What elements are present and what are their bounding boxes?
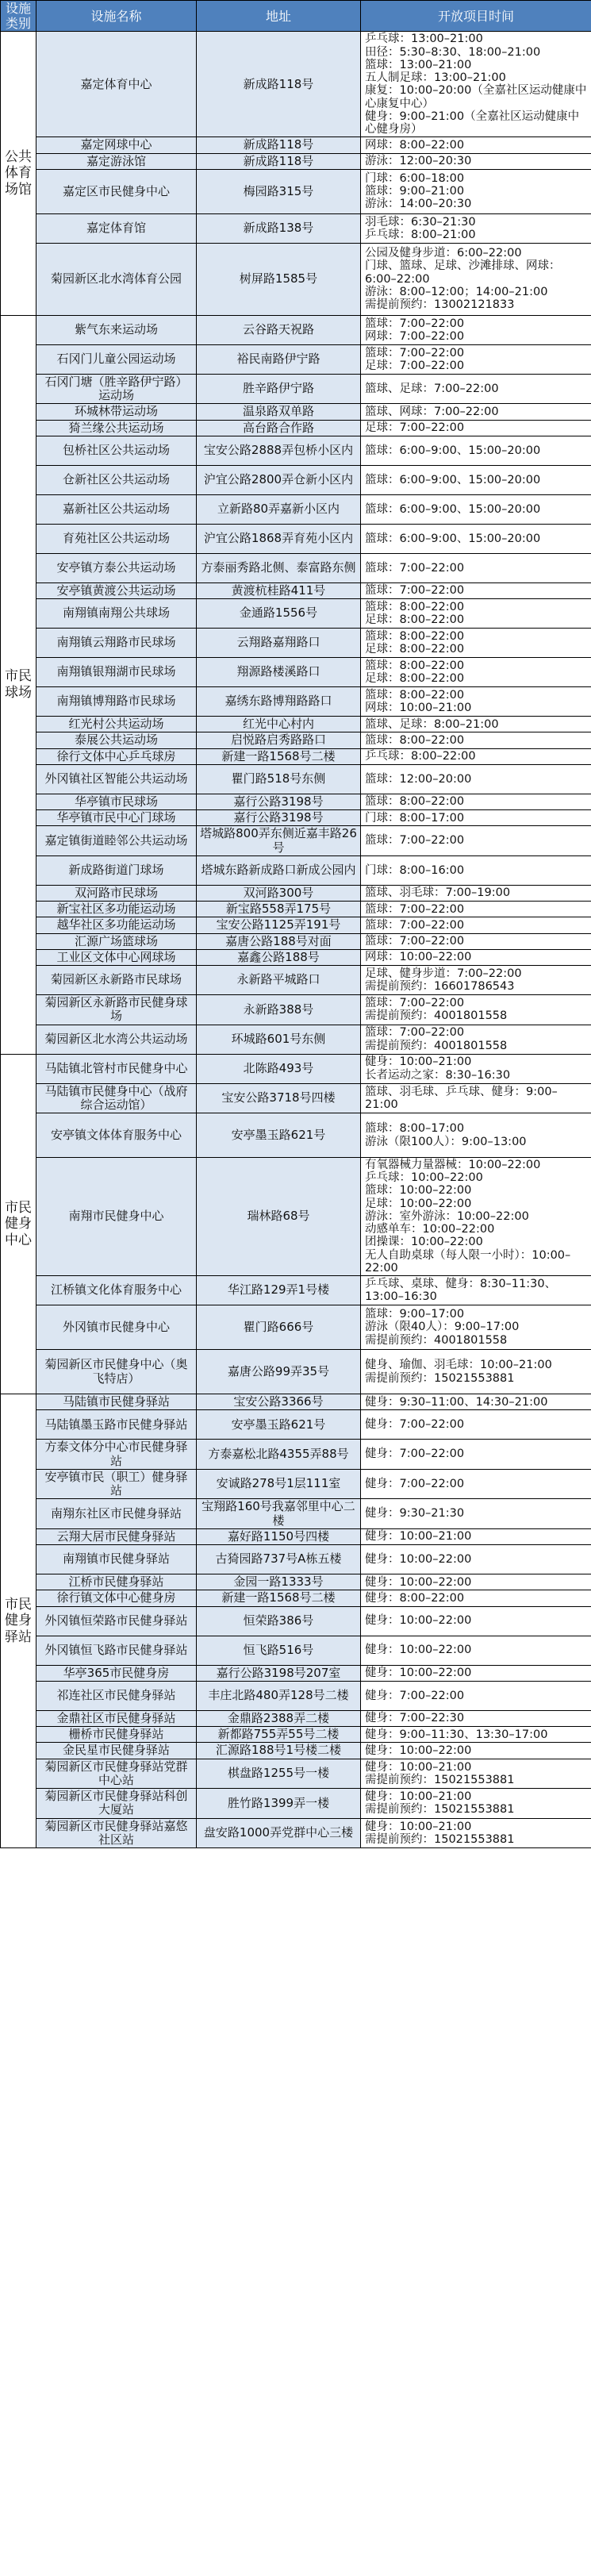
opening-hours: 游泳：12:00–20:30 xyxy=(361,153,591,169)
table-row xyxy=(1,1113,591,1158)
opening-hours: 健身：9:00–11:30、13:30–17:00 xyxy=(361,1727,591,1743)
facility-name: 安亭镇文体体育服务中心 xyxy=(36,1113,197,1158)
table-row xyxy=(1,764,591,794)
opening-hours: 健身：10:00–22:00 xyxy=(361,1606,591,1636)
facility-address: 宝安公路3366号 xyxy=(197,1394,361,1410)
opening-hours: 篮球：12:00–20:00 xyxy=(361,764,591,794)
opening-hours: 健身：10:00–21:00 xyxy=(361,1528,591,1544)
facility-address: 永新路平城路口 xyxy=(197,966,361,995)
table-row xyxy=(1,1528,591,1544)
opening-hours: 篮球：8:00–22:00 xyxy=(361,732,591,748)
facility-address: 新都路755弄55号二楼 xyxy=(197,1727,361,1743)
table-row xyxy=(1,717,591,732)
facility-address: 环城路601号东侧 xyxy=(197,1025,361,1054)
facility-name: 嘉定游泳馆 xyxy=(36,153,197,169)
facility-address: 新成路118号 xyxy=(197,32,361,137)
facility-address: 树屏路1585号 xyxy=(197,243,361,315)
facility-address: 嘉唐公路99弄35号 xyxy=(197,1350,361,1394)
table-row xyxy=(1,885,591,901)
facility-address: 盘安路1000弄党群中心三楼 xyxy=(197,1818,361,1848)
facility-address: 梅园路315号 xyxy=(197,169,361,213)
facility-address: 金鼎路2388弄二楼 xyxy=(197,1710,361,1726)
facility-name: 菊园新区市民健身驿站党群中心站 xyxy=(36,1759,197,1789)
table-row xyxy=(1,243,591,315)
opening-hours: 篮球：7:00–22:00 xyxy=(361,553,591,582)
facility-address: 永新路388号 xyxy=(197,995,361,1025)
header-row xyxy=(1,1,591,32)
table-row xyxy=(1,137,591,153)
facility-address: 双河路300号 xyxy=(197,885,361,901)
facility-address: 沪宜公路1868弄育苑小区内 xyxy=(197,524,361,553)
opening-hours: 门球：6:00–18:00 篮球：9:00–21:00 游泳：14:00–20:30 xyxy=(361,169,591,213)
opening-hours: 健身：8:00–22:00 xyxy=(361,1590,591,1606)
facility-name: 江桥镇文化体育服务中心 xyxy=(36,1276,197,1305)
facility-name: 嘉定网球中心 xyxy=(36,137,197,153)
facility-address: 嘉好路1150号四楼 xyxy=(197,1528,361,1544)
facility-address: 启悦路启秀路路口 xyxy=(197,732,361,748)
facility-name: 徐行文体中心乒乓球房 xyxy=(36,748,197,764)
table-row xyxy=(1,1606,591,1636)
facility-address: 丰庄北路480弄128号二楼 xyxy=(197,1681,361,1710)
opening-hours: 健身：10:00–21:00 需提前预约：15021553881 xyxy=(361,1818,591,1848)
facility-name: 嘉定区市民健身中心 xyxy=(36,169,197,213)
table-row xyxy=(1,1305,591,1350)
opening-hours: 健身：10:00–22:00 xyxy=(361,1743,591,1759)
facility-name: 马陆镇市民健身中心（战府综合运动馆） xyxy=(36,1083,197,1113)
table-row xyxy=(1,1440,591,1470)
opening-hours: 健身：7:00–22:30 xyxy=(361,1710,591,1726)
facility-name: 南翔镇云翔路市民球场 xyxy=(36,629,197,658)
facility-name: 菊园新区永新路市民健身球场 xyxy=(36,995,197,1025)
opening-hours: 篮球：6:00–9:00、15:00–20:00 xyxy=(361,465,591,494)
facility-address: 宝安公路3718号四楼 xyxy=(197,1083,361,1113)
table-row xyxy=(1,1276,591,1305)
table-row xyxy=(1,494,591,524)
facility-name: 方泰文体分中心市民健身驿站 xyxy=(36,1440,197,1470)
table-row xyxy=(1,794,591,809)
table-row xyxy=(1,599,591,629)
facility-address: 金通路1556号 xyxy=(197,599,361,629)
opening-hours: 健身：10:00–21:00 需提前预约：15021553881 xyxy=(361,1759,591,1789)
facility-address: 新成路118号 xyxy=(197,137,361,153)
facility-name: 安亭镇方泰公共运动场 xyxy=(36,553,197,582)
facility-name: 外冈镇恒荣路市民健身驿站 xyxy=(36,1606,197,1636)
category-cell: 市民健身中心 xyxy=(1,1054,36,1394)
opening-hours: 乒乓球、桌球、健身：8:30–11:30、13:00–16:30 xyxy=(361,1276,591,1305)
facility-address: 安诚路278号1层111室 xyxy=(197,1469,361,1499)
table-row xyxy=(1,1469,591,1499)
table-row xyxy=(1,1727,591,1743)
table-row xyxy=(1,1350,591,1394)
header-category: 设施类别 xyxy=(1,1,36,32)
facility-address: 古猗园路737号A栋五楼 xyxy=(197,1545,361,1574)
table-row xyxy=(1,1590,591,1606)
facility-name: 安亭镇市民（职工）健身驿站 xyxy=(36,1469,197,1499)
table-row xyxy=(1,1759,591,1789)
facility-name: 外冈镇恒飞路市民健身驿站 xyxy=(36,1636,197,1665)
facility-address: 翔源路楼溪路口 xyxy=(197,658,361,687)
table-row xyxy=(1,902,591,917)
facility-name: 外冈镇社区智能公共运动场 xyxy=(36,764,197,794)
opening-hours: 公园及健身步道：6:00–22:00 门球、篮球、足球、沙滩排球、网球：6:00–22:00 游泳：8:00–12:00；14:00–21:00 需提前预约：13002121833 xyxy=(361,243,591,315)
opening-hours: 篮球、足球：7:00–22:00 xyxy=(361,374,591,404)
table-row xyxy=(1,917,591,933)
facility-name: 泰展公共运动场 xyxy=(36,732,197,748)
facility-name: 石冈门儿童公园运动场 xyxy=(36,344,197,374)
table-row xyxy=(1,966,591,995)
facility-name: 新宝社区多功能运动场 xyxy=(36,902,197,917)
facility-name: 菊园新区市民健身驿站科创大厦站 xyxy=(36,1789,197,1819)
opening-hours: 篮球：8:00–17:00 游泳（限100人）：9:00–13:00 xyxy=(361,1113,591,1158)
facility-name: 祁连社区市民健身驿站 xyxy=(36,1681,197,1710)
facility-name: 汇源广场篮球场 xyxy=(36,933,197,949)
facility-address: 宝翔路160号我嘉邻里中心二楼 xyxy=(197,1499,361,1529)
facility-name: 马陆镇墨玉路市民健身驿站 xyxy=(36,1410,197,1440)
facility-address: 华江路129弄1号楼 xyxy=(197,1276,361,1305)
facility-address: 方泰丽秀路北侧、泰富路东侧 xyxy=(197,553,361,582)
facility-name: 猗兰缘公共运动场 xyxy=(36,420,197,436)
opening-hours: 健身：10:00–22:00 xyxy=(361,1574,591,1590)
table-row xyxy=(1,315,591,344)
facility-name: 菊园新区永新路市民球场 xyxy=(36,966,197,995)
opening-hours: 篮球：7:00–22:00 xyxy=(361,917,591,933)
opening-hours: 健身：10:00–21:00 长者运动之家：8:30–16:30 xyxy=(361,1054,591,1083)
facility-address: 黄渡杭桂路411号 xyxy=(197,582,361,598)
category-cell: 市民健身驿站 xyxy=(1,1394,36,1848)
table-row xyxy=(1,1025,591,1054)
facility-address: 胜竹路1399弄一楼 xyxy=(197,1789,361,1819)
header-hours: 开放项目时间 xyxy=(361,1,591,32)
facility-address: 嘉鑫公路188号 xyxy=(197,949,361,965)
table-row xyxy=(1,436,591,465)
facility-address: 立新路80弄嘉新小区内 xyxy=(197,494,361,524)
facility-name: 嘉新社区公共运动场 xyxy=(36,494,197,524)
facility-address: 高台路合作路 xyxy=(197,420,361,436)
facility-address: 嘉行公路3198号207室 xyxy=(197,1665,361,1681)
facility-name: 栅桥市民健身驿站 xyxy=(36,1727,197,1743)
facility-name: 华亭镇市民球场 xyxy=(36,794,197,809)
table-row xyxy=(1,153,591,169)
opening-hours: 篮球、足球：8:00–21:00 xyxy=(361,717,591,732)
facility-address: 嘉绣东路博翔路路口 xyxy=(197,687,361,717)
facility-name: 菊园新区市民健身驿站嘉悠社区站 xyxy=(36,1818,197,1848)
table-row xyxy=(1,995,591,1025)
facility-name: 育苑社区公共运动场 xyxy=(36,524,197,553)
facility-address: 新建一路1568号二楼 xyxy=(197,1590,361,1606)
table-row xyxy=(1,420,591,436)
facility-name: 江桥市民健身驿站 xyxy=(36,1574,197,1590)
opening-hours: 篮球：8:00–22:00 足球：8:00–22:00 xyxy=(361,658,591,687)
facility-address: 安亭墨玉路621号 xyxy=(197,1410,361,1440)
table-row xyxy=(1,524,591,553)
opening-hours: 篮球：8:00–22:00 xyxy=(361,794,591,809)
opening-hours: 篮球：7:00–22:00 xyxy=(361,582,591,598)
facility-address: 北陈路493号 xyxy=(197,1054,361,1083)
opening-hours: 篮球：7:00–22:00 足球：7:00–22:00 xyxy=(361,344,591,374)
opening-hours: 门球：8:00–16:00 xyxy=(361,855,591,885)
table-row xyxy=(1,344,591,374)
facility-name: 环城林带运动场 xyxy=(36,404,197,420)
table-row xyxy=(1,855,591,885)
table-row xyxy=(1,933,591,949)
table-row xyxy=(1,629,591,658)
opening-hours: 篮球：7:00–22:00 xyxy=(361,902,591,917)
facility-name: 金民星市民健身驿站 xyxy=(36,1743,197,1759)
facility-name: 紫气东来运动场 xyxy=(36,315,197,344)
opening-hours: 门球：8:00–17:00 xyxy=(361,810,591,826)
table-row xyxy=(1,1394,591,1410)
facility-name: 徐行镇文体中心健身房 xyxy=(36,1590,197,1606)
facility-address: 沪宜公路2800弄仓新小区内 xyxy=(197,465,361,494)
opening-hours: 健身：7:00–22:00 xyxy=(361,1681,591,1710)
facility-address: 云谷路天祝路 xyxy=(197,315,361,344)
table-row xyxy=(1,1158,591,1276)
table-row xyxy=(1,213,591,243)
table-row xyxy=(1,826,591,856)
facility-name: 嘉定镇街道睦邻公共运动场 xyxy=(36,826,197,856)
table-row xyxy=(1,1636,591,1665)
opening-hours: 篮球：7:00–22:00 xyxy=(361,826,591,856)
opening-hours: 健身：10:00–22:00 xyxy=(361,1545,591,1574)
facility-address: 瞿门路666号 xyxy=(197,1305,361,1350)
facility-address: 瑞林路68号 xyxy=(197,1158,361,1276)
opening-hours: 篮球：7:00–22:00 网球：7:00–22:00 xyxy=(361,315,591,344)
table-row xyxy=(1,374,591,404)
opening-hours: 健身：10:00–22:00 xyxy=(361,1665,591,1681)
facility-address: 新成路138号 xyxy=(197,213,361,243)
facility-address: 温泉路双单路 xyxy=(197,404,361,420)
facility-address: 恒荣路386号 xyxy=(197,1606,361,1636)
table-row xyxy=(1,1743,591,1759)
opening-hours: 篮球、羽毛球：7:00–19:00 xyxy=(361,885,591,901)
table-row xyxy=(1,1681,591,1710)
opening-hours: 健身：9:30–11:00、14:30–21:00 xyxy=(361,1394,591,1410)
opening-hours: 篮球：8:00–22:00 网球：10:00–21:00 xyxy=(361,687,591,717)
table-row xyxy=(1,810,591,826)
facility-name: 南翔市民健身中心 xyxy=(36,1158,197,1276)
opening-hours: 网球：8:00–22:00 xyxy=(361,137,591,153)
facility-address: 嘉行公路3198号 xyxy=(197,810,361,826)
table-row xyxy=(1,1789,591,1819)
facility-name: 包桥社区公共运动场 xyxy=(36,436,197,465)
opening-hours: 篮球：9:00–17:00 游泳（限40人）：9:00–17:00 需提前预约：4001801558 xyxy=(361,1305,591,1350)
table-row xyxy=(1,949,591,965)
facility-name: 南翔东社区市民健身驿站 xyxy=(36,1499,197,1529)
table-row xyxy=(1,1574,591,1590)
facility-name: 嘉定体育中心 xyxy=(36,32,197,137)
opening-hours: 篮球：8:00–22:00 足球：8:00–22:00 xyxy=(361,629,591,658)
facility-name: 菊园新区北水湾体育公园 xyxy=(36,243,197,315)
table-row xyxy=(1,1665,591,1681)
facility-name: 南翔镇南翔公共球场 xyxy=(36,599,197,629)
facility-name: 华亭镇市民中心门球场 xyxy=(36,810,197,826)
opening-hours: 篮球、羽毛球、乒乓球、健身：9:00–21:00 xyxy=(361,1083,591,1113)
facility-address: 嘉行公路3198号 xyxy=(197,794,361,809)
facility-name: 南翔镇博翔路市民球场 xyxy=(36,687,197,717)
facility-address: 胜辛路伊宁路 xyxy=(197,374,361,404)
table-row xyxy=(1,32,591,137)
table-row xyxy=(1,1710,591,1726)
facility-address: 宝安公路1125弄191号 xyxy=(197,917,361,933)
opening-hours: 健身：10:00–21:00 需提前预约：15021553881 xyxy=(361,1789,591,1819)
facility-name: 嘉定体育馆 xyxy=(36,213,197,243)
facility-name: 安亭镇黄渡公共运动场 xyxy=(36,582,197,598)
facility-name: 马陆镇市民健身驿站 xyxy=(36,1394,197,1410)
table-row xyxy=(1,732,591,748)
opening-hours: 篮球：6:00–9:00、15:00–20:00 xyxy=(361,494,591,524)
opening-hours: 健身：10:00–22:00 xyxy=(361,1636,591,1665)
opening-hours: 乒乓球：8:00–22:00 xyxy=(361,748,591,764)
facility-address: 安亭墨玉路621号 xyxy=(197,1113,361,1158)
facility-address: 金园一路1333号 xyxy=(197,1574,361,1590)
opening-hours: 篮球、网球：7:00–22:00 xyxy=(361,404,591,420)
header-address: 地址 xyxy=(197,1,361,32)
category-cell: 市民球场 xyxy=(1,315,36,1054)
facility-address: 汇源路188号1号楼二楼 xyxy=(197,1743,361,1759)
facility-name: 仓新社区公共运动场 xyxy=(36,465,197,494)
opening-hours: 健身：7:00–22:00 xyxy=(361,1440,591,1470)
table-row xyxy=(1,1499,591,1529)
facility-name: 双河路市民球场 xyxy=(36,885,197,901)
opening-hours: 足球：7:00–22:00 xyxy=(361,420,591,436)
facility-name: 南翔镇市民健身驿站 xyxy=(36,1545,197,1574)
facility-name: 工业区文体中心网球场 xyxy=(36,949,197,965)
facility-address: 新宝路558弄175号 xyxy=(197,902,361,917)
facility-address: 宝安公路2888弄包桥小区内 xyxy=(197,436,361,465)
opening-hours: 健身、瑜伽、羽毛球：10:00–21:00 需提前预约：15021553881 xyxy=(361,1350,591,1394)
opening-hours: 健身：7:00–22:00 xyxy=(361,1469,591,1499)
facility-name: 红光村公共运动场 xyxy=(36,717,197,732)
table-row xyxy=(1,658,591,687)
table-row xyxy=(1,748,591,764)
facility-address: 棋盘路1255号一楼 xyxy=(197,1759,361,1789)
header-name: 设施名称 xyxy=(36,1,197,32)
opening-hours: 乒乓球：13:00–21:00 田径：5:30–8:30、18:00–21:00 篮球：13:00–21:00 五人制足球：13:00–21:00 康复：10:00–20:00（全嘉社区运动健康中心康复中心） 健身：9:00–21:00（全嘉社区运动健康中心健身房） xyxy=(361,32,591,137)
opening-hours: 羽毛球：6:30–21:30 乒乓球：8:00–21:00 xyxy=(361,213,591,243)
opening-hours: 有氧器械力量器械：10:00–22:00 乒乓球：10:00–22:00 篮球：10:00–22:00 足球：10:00–22:00 游泳：室外游泳：10:00–22:00 动感单车：10:00–22:00 团操课：10:00–22:00 无人自助桌球（每人限一小时）：10:00–22:00 xyxy=(361,1158,591,1276)
table-row xyxy=(1,169,591,213)
facility-address: 恒飞路516号 xyxy=(197,1636,361,1665)
facility-name: 越华社区多功能运动场 xyxy=(36,917,197,933)
table-row xyxy=(1,404,591,420)
table-row xyxy=(1,1410,591,1440)
facility-name: 石冈门塘（胜辛路伊宁路）运动场 xyxy=(36,374,197,404)
opening-hours: 网球：10:00–22:00 xyxy=(361,949,591,965)
facility-name: 云翔大居市民健身驿站 xyxy=(36,1528,197,1544)
facility-address: 塔城路800弄东侧近嘉丰路26号 xyxy=(197,826,361,856)
facility-name: 马陆镇北管村市民健身中心 xyxy=(36,1054,197,1083)
facility-name: 华亭365市民健身房 xyxy=(36,1665,197,1681)
facility-address: 嘉唐公路188号对面 xyxy=(197,933,361,949)
facility-address: 塔城东路新成路口新成公园内 xyxy=(197,855,361,885)
table-row xyxy=(1,582,591,598)
opening-hours: 篮球：7:00–22:00 需提前预约：4001801558 xyxy=(361,995,591,1025)
facility-name: 菊园新区市民健身中心（奥飞特店） xyxy=(36,1350,197,1394)
table-row xyxy=(1,1818,591,1848)
category-cell: 公共体育场馆 xyxy=(1,32,36,315)
facility-name: 南翔镇银翔湖市民球场 xyxy=(36,658,197,687)
table-row xyxy=(1,1083,591,1113)
table-body xyxy=(1,32,591,1848)
facility-name: 菊园新区北水湾公共运动场 xyxy=(36,1025,197,1054)
opening-hours: 健身：9:30–21:30 xyxy=(361,1499,591,1529)
opening-hours: 足球、健身步道：7:00–22:00 需提前预约：16601786543 xyxy=(361,966,591,995)
facility-address: 云翔路嘉翔路口 xyxy=(197,629,361,658)
opening-hours: 篮球：7:00–22:00 xyxy=(361,933,591,949)
table-row xyxy=(1,1054,591,1083)
facility-address: 方泰嘉松北路4355弄88号 xyxy=(197,1440,361,1470)
table-row xyxy=(1,687,591,717)
opening-hours: 健身：7:00–22:00 xyxy=(361,1410,591,1440)
opening-hours: 篮球：8:00–22:00 足球：8:00–22:00 xyxy=(361,599,591,629)
table-row xyxy=(1,465,591,494)
table-row xyxy=(1,1545,591,1574)
facility-address: 新建一路1568号二楼 xyxy=(197,748,361,764)
facility-name: 外冈镇市民健身中心 xyxy=(36,1305,197,1350)
opening-hours: 篮球：6:00–9:00、15:00–20:00 xyxy=(361,436,591,465)
facility-name: 金鼎社区市民健身驿站 xyxy=(36,1710,197,1726)
facility-name: 新成路街道门球场 xyxy=(36,855,197,885)
opening-hours: 篮球：6:00–9:00、15:00–20:00 xyxy=(361,524,591,553)
facility-address: 新成路118号 xyxy=(197,153,361,169)
facility-address: 红光中心村内 xyxy=(197,717,361,732)
table-row xyxy=(1,553,591,582)
facility-address: 瞿门路518号东侧 xyxy=(197,764,361,794)
facility-address: 裕民南路伊宁路 xyxy=(197,344,361,374)
opening-hours: 篮球：7:00–22:00 需提前预约：4001801558 xyxy=(361,1025,591,1054)
